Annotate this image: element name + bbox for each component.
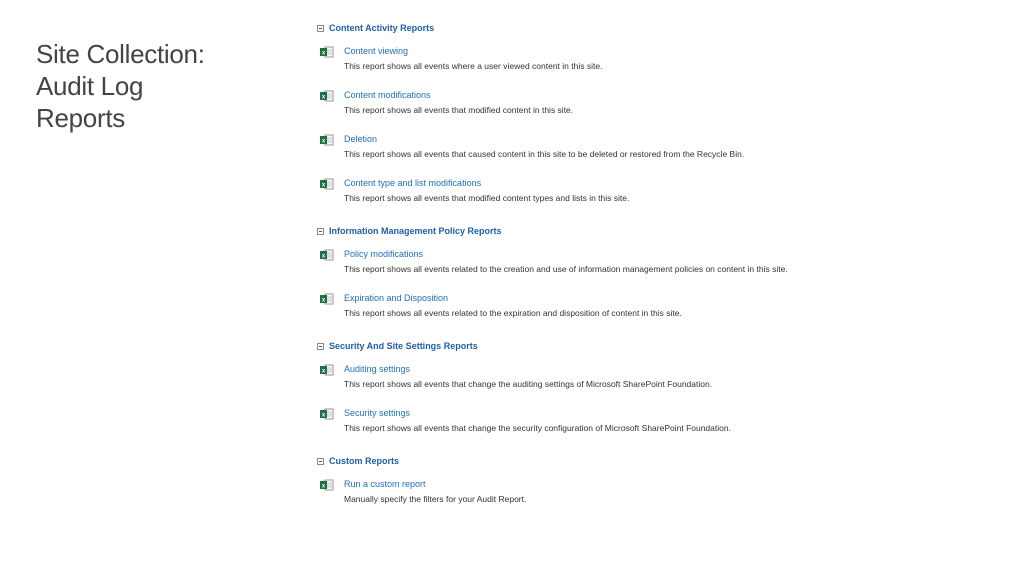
excel-icon: [320, 479, 334, 491]
section-information-management-policy-reports: [316, 223, 1016, 324]
excel-icon: [320, 408, 334, 420]
excel-icon: [320, 90, 334, 102]
report-description: This report shows all events that change the auditing settings of Microsoft SharePoint Foundation.: [344, 379, 713, 389]
report-description: This report shows all events that change the security configuration of Microsoft SharePoint Foundation.: [344, 423, 731, 433]
section-content-activity-reports: [316, 20, 1016, 209]
svg-text:x: x: [321, 253, 326, 260]
report-item: [316, 45, 1016, 77]
report-item: [316, 478, 1016, 510]
excel-icon: [320, 178, 334, 190]
collapse-icon[interactable]: [317, 228, 324, 235]
svg-text:x: x: [321, 412, 326, 419]
report-description: This report shows all events that modified content types and lists in this site.: [344, 193, 630, 203]
section-header[interactable]: [316, 20, 1016, 36]
collapse-icon[interactable]: [317, 25, 324, 32]
report-link-content-modifications[interactable]: Content modifications: [344, 90, 431, 100]
report-item: [316, 89, 1016, 121]
report-item: [316, 363, 1016, 395]
svg-text:x: x: [321, 50, 326, 57]
report-description: This report shows all events where a user viewed content in this site.: [344, 61, 603, 71]
section-title: Content Activity Reports: [329, 23, 435, 33]
section-custom-reports: [316, 453, 1016, 510]
excel-icon: [320, 364, 334, 376]
report-description: This report shows all events that caused content in this site to be deleted or restored from the Recycle Bin.: [344, 149, 745, 159]
report-link-policy-modifications[interactable]: Policy modifications: [344, 249, 424, 259]
section-header[interactable]: [316, 453, 1016, 469]
svg-text:x: x: [321, 182, 326, 189]
section-header[interactable]: [316, 223, 1016, 239]
svg-text:x: x: [321, 483, 326, 490]
report-item: [316, 292, 1016, 324]
report-link-auditing-settings[interactable]: Auditing settings: [344, 364, 411, 374]
report-link-run-a-custom-report[interactable]: Run a custom report: [344, 479, 426, 489]
section-security-and-site-settings-reports: [316, 338, 1016, 439]
report-link-content-viewing[interactable]: Content viewing: [344, 46, 409, 56]
page-title: Site Collection: Audit Log Reports: [36, 39, 205, 133]
section-title: Security And Site Settings Reports: [329, 341, 478, 351]
excel-icon: [320, 293, 334, 305]
report-description: This report shows all events related to the creation and use of information management policies on content in this site.: [344, 264, 788, 274]
report-link-deletion[interactable]: Deletion: [344, 134, 378, 144]
section-title: Information Management Policy Reports: [329, 226, 502, 236]
svg-text:x: x: [321, 138, 326, 145]
svg-text:x: x: [321, 297, 326, 304]
report-item: [316, 407, 1016, 439]
reports-list: [316, 20, 1016, 524]
collapse-icon[interactable]: [317, 343, 324, 350]
svg-text:x: x: [321, 94, 326, 101]
report-link-content-type-and-list-modifications[interactable]: Content type and list modifications: [344, 178, 482, 188]
report-description: This report shows all events related to the expiration and disposition of content in this site.: [344, 308, 682, 318]
report-item: [316, 133, 1016, 165]
excel-icon: [320, 134, 334, 146]
report-description: This report shows all events that modified content in this site.: [344, 105, 574, 115]
report-link-expiration-and-disposition[interactable]: Expiration and Disposition: [344, 293, 449, 303]
report-item: [316, 248, 1016, 280]
report-link-security-settings[interactable]: Security settings: [344, 408, 411, 418]
svg-text:x: x: [321, 368, 326, 375]
excel-icon: [320, 249, 334, 261]
report-description: Manually specify the filters for your Audit Report.: [344, 494, 527, 504]
collapse-icon[interactable]: [317, 458, 324, 465]
excel-icon: [320, 46, 334, 58]
section-title: Custom Reports: [329, 456, 400, 466]
section-header[interactable]: [316, 338, 1016, 354]
report-item: [316, 177, 1016, 209]
